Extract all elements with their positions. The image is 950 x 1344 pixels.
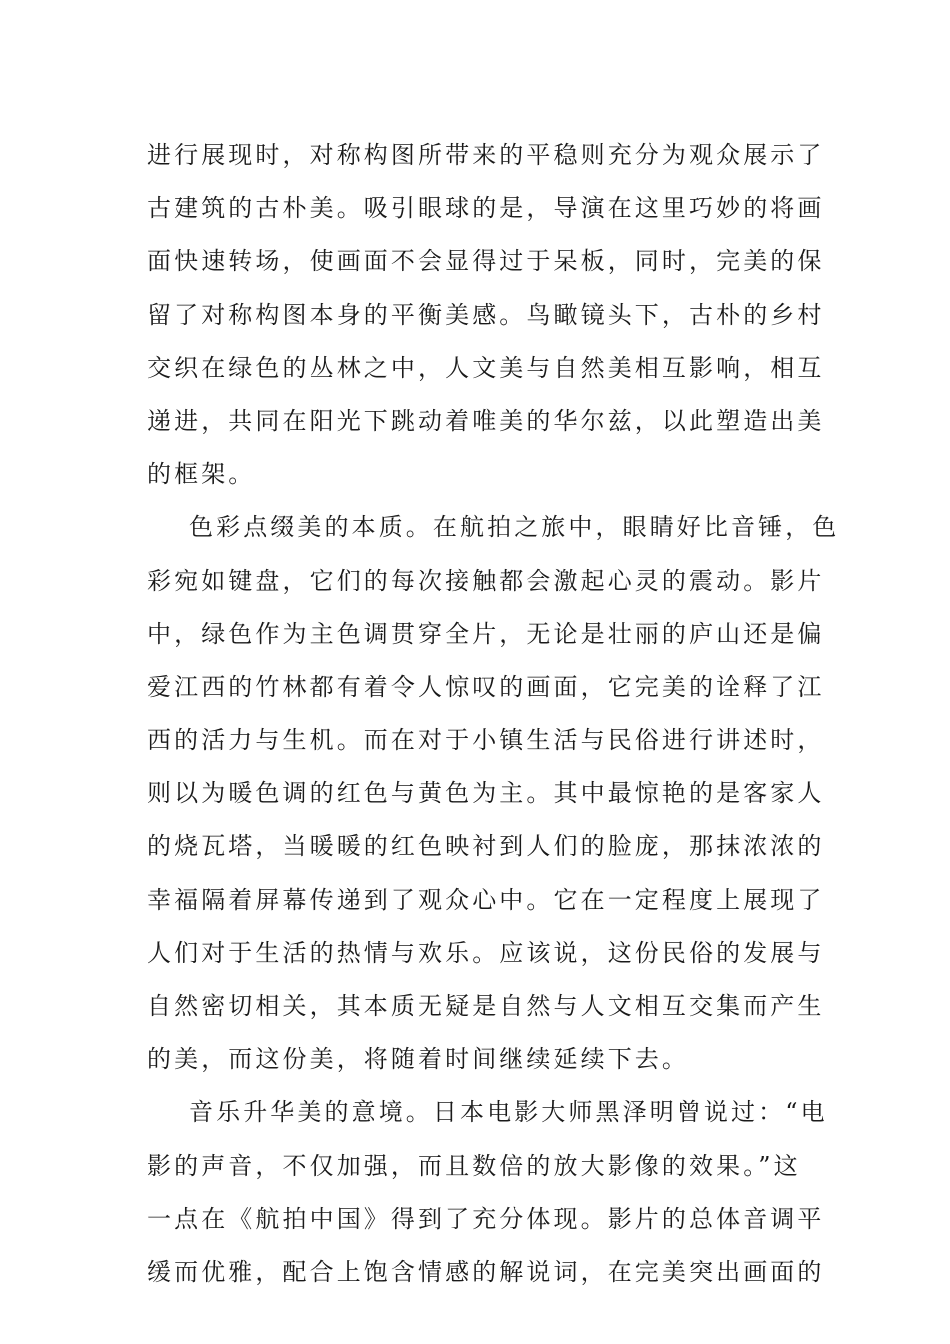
body-text [147, 129, 840, 1299]
text-line: 自然密切相关，其本质无疑是自然与人文相互交集而产生 [147, 992, 825, 1020]
text-line: 进行展现时，对称构图所带来的平稳则充分为观众展示了 [147, 141, 825, 169]
text-line: 古建筑的古朴美。吸引眼球的是，导演在这里巧妙的将画 [147, 194, 825, 223]
text-line: 彩宛如键盘，它们的每次接触都会激起心灵的震动。影片 [147, 566, 825, 595]
text-line: 的烧瓦塔，当暖暖的红色映衬到人们的脸庞，那抹浓浓的 [147, 832, 825, 861]
text-line: 面快速转场，使画面不会显得过于呆板，同时，完美的保 [147, 247, 825, 276]
text-line: 的框架。 [147, 460, 256, 489]
paragraph-start-line: 音乐升华美的意境。日本电影大师黑泽明曾说过：“电 [189, 1098, 828, 1127]
text-line: 幸福隔着屏幕传递到了观众心中。它在一定程度上展现了 [147, 885, 825, 914]
text-line: 人们对于生活的热情与欢乐。应该说，这份民俗的发展与 [147, 938, 825, 967]
text-line: 西的活力与生机。而在对于小镇生活与民俗进行讲述时， [147, 726, 825, 755]
text-line: 缓而优雅，配合上饱含情感的解说词，在完美突出画面的 [147, 1257, 825, 1286]
text-line: 递进，共同在阳光下跳动着唯美的华尔兹，以此塑造出美 [147, 406, 825, 435]
text-line: 影的声音，不仅加强，而且数倍的放大影像的效果。”这 [147, 1151, 801, 1180]
paragraph-start-line: 色彩点缀美的本质。在航拍之旅中，眼睛好比音锤，色 [189, 513, 840, 542]
text-line: 爱江西的竹林都有着令人惊叹的画面，它完美的诠释了江 [147, 672, 825, 701]
text-line: 交织在绿色的丛林之中，人文美与自然美相互影响，相互 [147, 353, 825, 382]
text-line: 一点在《航拍中国》得到了充分体现。影片的总体音调平 [147, 1204, 825, 1233]
text-line: 则以为暖色调的红色与黄色为主。其中最惊艳的是客家人 [147, 779, 825, 808]
text-line: 中，绿色作为主色调贯穿全片，无论是壮丽的庐山还是偏 [147, 619, 825, 648]
text-line: 留了对称构图本身的平衡美感。鸟瞰镜头下，古朴的乡村 [147, 300, 825, 329]
text-line: 的美，而这份美，将随着时间继续延续下去。 [147, 1045, 689, 1074]
